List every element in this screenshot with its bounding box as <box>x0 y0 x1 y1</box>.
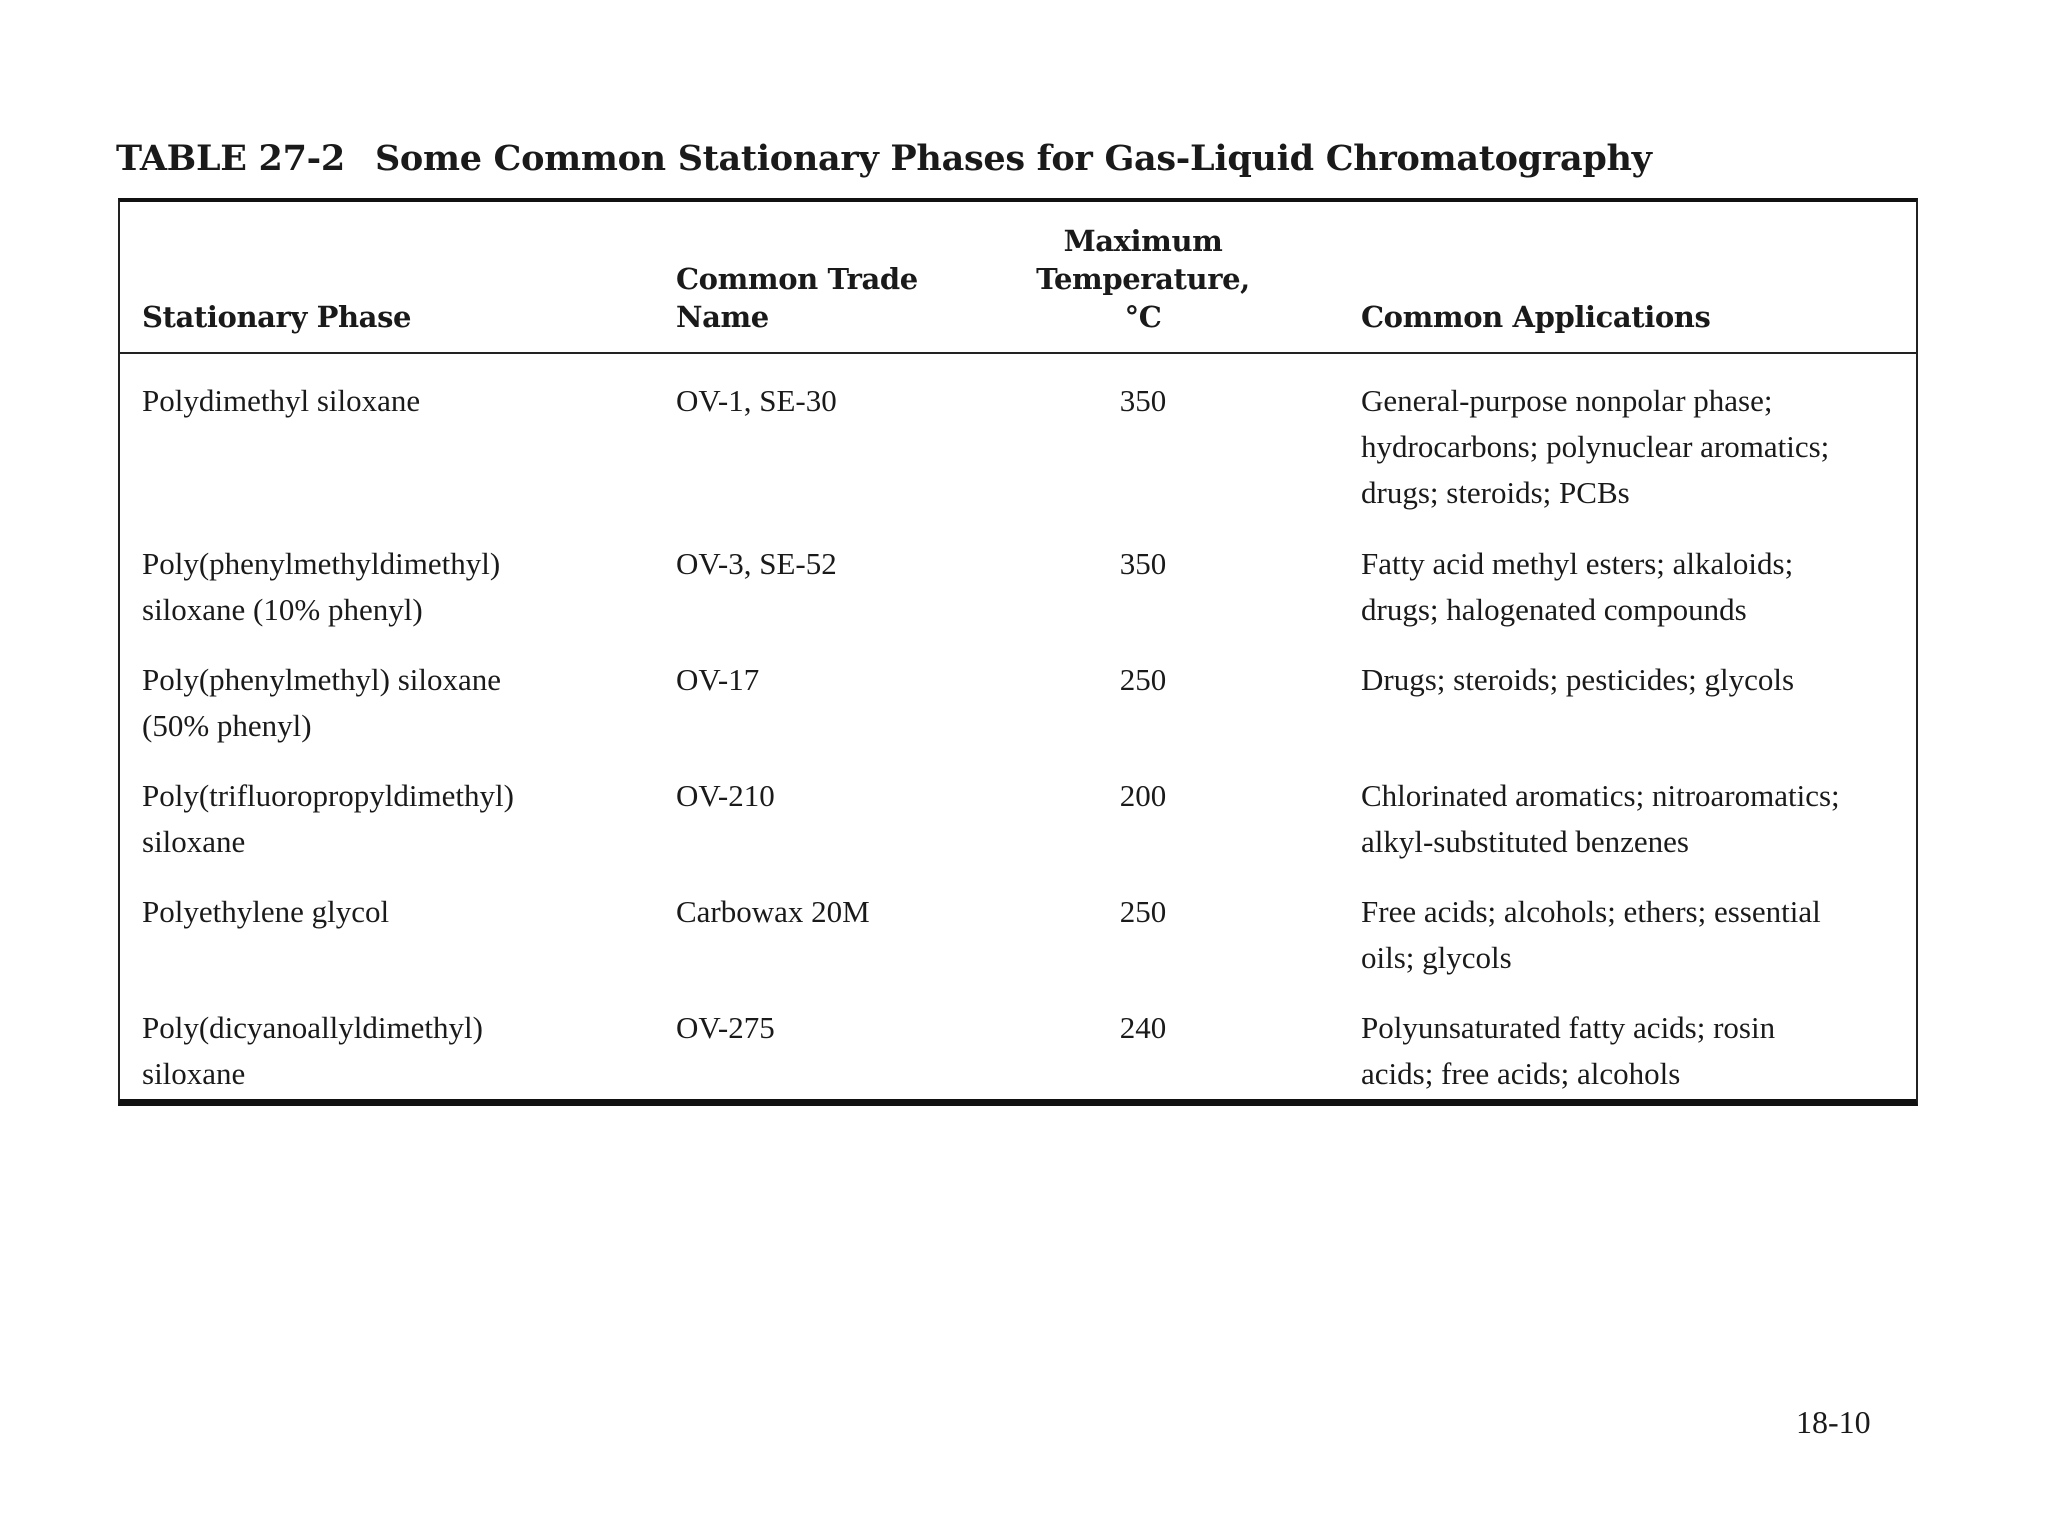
header-stationary-phase <box>142 298 411 336</box>
stationary-phases-table <box>118 198 1918 1106</box>
cell-line: siloxane <box>142 824 246 859</box>
cell-applications <box>1361 889 1921 981</box>
cell-max-temperature: 250 <box>1119 894 1167 929</box>
cell-stationary-phase <box>142 1005 662 1097</box>
cell-line: Poly(phenylmethyldimethyl) <box>142 546 501 581</box>
header-line: Stationary Phase <box>142 300 412 334</box>
cell-applications <box>1361 378 1921 516</box>
cell-line: Poly(trifluoropropyldimethyl) <box>142 778 514 813</box>
cell-trade-name: OV-17 <box>676 662 760 697</box>
header-line: Name <box>676 300 769 334</box>
table-caption <box>116 138 1652 179</box>
page-number: 18-10 <box>1796 1404 1871 1440</box>
cell-max-temperature: 240 <box>1119 1010 1167 1045</box>
cell-line: Polyethylene glycol <box>142 894 390 929</box>
cell-applications <box>1361 657 1921 703</box>
cell-line: Polydimethyl siloxane <box>142 383 421 418</box>
cell-applications <box>1361 541 1921 633</box>
cell-max-temperature: 350 <box>1119 383 1167 418</box>
cell-stationary-phase <box>142 378 662 424</box>
table-number: TABLE 27-2 <box>116 138 345 179</box>
cell-trade-name: OV-3, SE-52 <box>676 546 837 581</box>
cell-max-temperature: 200 <box>1119 778 1167 813</box>
cell-line: General-purpose nonpolar phase; <box>1361 383 1773 418</box>
cell-line: acids; free acids; alcohols <box>1361 1056 1681 1091</box>
cell-trade-name: OV-275 <box>676 1010 775 1045</box>
header-line: Temperature, <box>1036 262 1250 296</box>
cell-stationary-phase <box>142 773 662 865</box>
cell-trade-name: OV-1, SE-30 <box>676 383 837 418</box>
cell-line: hydrocarbons; polynuclear aromatics; <box>1361 429 1830 464</box>
header-line: Common Trade <box>676 262 918 296</box>
cell-line: siloxane (10% phenyl) <box>142 592 423 627</box>
cell-trade-name: Carbowax 20M <box>676 894 870 929</box>
table-title: Some Common Stationary Phases for Gas-Liquid Chromatography <box>374 138 1652 179</box>
cell-line: Free acids; alcohols; ethers; essential <box>1361 894 1821 929</box>
cell-line: Fatty acid methyl esters; alkaloids; <box>1361 546 1794 581</box>
cell-trade-name: OV-210 <box>676 778 775 813</box>
cell-line: drugs; halogenated compounds <box>1361 592 1747 627</box>
cell-max-temperature: 250 <box>1119 662 1167 697</box>
header-divider <box>120 352 1916 354</box>
cell-stationary-phase <box>142 541 662 633</box>
cell-line: Drugs; steroids; pesticides; glycols <box>1361 662 1795 697</box>
header-common-trade-name <box>676 260 918 336</box>
header-maximum-temperature <box>1018 222 1268 336</box>
cell-line: oils; glycols <box>1361 940 1512 975</box>
cell-stationary-phase <box>142 657 662 749</box>
cell-line: alkyl-substituted benzenes <box>1361 824 1689 859</box>
header-line: °C <box>1124 300 1162 334</box>
header-line: Common Applications <box>1361 300 1711 334</box>
cell-stationary-phase <box>142 889 662 935</box>
cell-line: Polyunsaturated fatty acids; rosin <box>1361 1010 1776 1045</box>
header-line: Maximum <box>1063 224 1223 258</box>
header-common-applications <box>1361 298 1710 336</box>
cell-line: siloxane <box>142 1056 246 1091</box>
cell-line: Poly(phenylmethyl) siloxane <box>142 662 502 697</box>
cell-line: drugs; steroids; PCBs <box>1361 475 1630 510</box>
cell-line: (50% phenyl) <box>142 708 312 743</box>
cell-applications <box>1361 773 1921 865</box>
cell-line: Poly(dicyanoallyldimethyl) <box>142 1010 483 1045</box>
cell-applications <box>1361 1005 1921 1097</box>
cell-line: Chlorinated aromatics; nitroaromatics; <box>1361 778 1840 813</box>
cell-max-temperature: 350 <box>1119 546 1167 581</box>
